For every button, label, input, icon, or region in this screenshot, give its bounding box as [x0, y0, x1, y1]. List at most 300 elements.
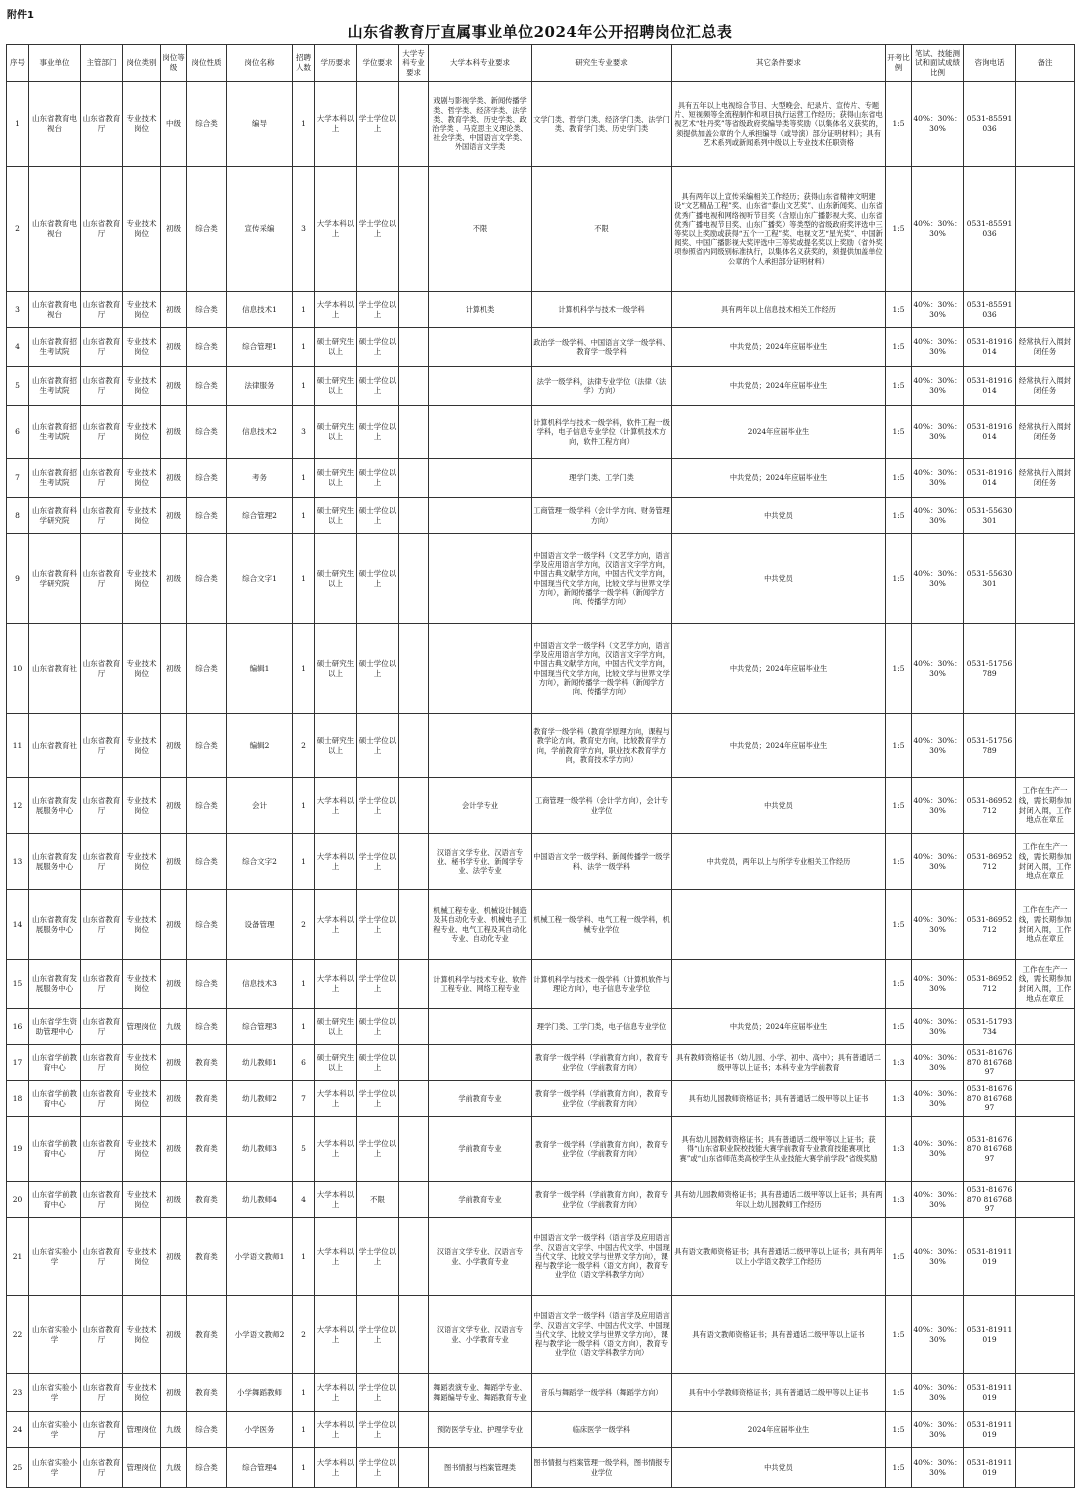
col-bachelor-major: 学前教育专业: [429, 1182, 532, 1218]
col-dept: 山东省教育厅: [81, 1448, 123, 1488]
col-index: 8: [7, 498, 29, 534]
col-post-category: 专业技术岗位: [123, 1296, 161, 1374]
col-unit: 山东省教育招生考试院: [29, 459, 81, 498]
col-degree: 学士学位以上: [357, 890, 399, 960]
col-post-level: 初级: [161, 834, 187, 890]
col-degree: 硕士学位以上: [357, 1009, 399, 1045]
col-post-name: 综合文字2: [227, 834, 293, 890]
attachment-label: 附件1: [7, 10, 34, 21]
col-bachelor-major: 图书情报与档案管理类: [429, 1448, 532, 1488]
col-junior-college-major: [399, 1081, 429, 1117]
col-degree: 硕士学位以上: [357, 328, 399, 367]
table-row: [7, 1296, 1075, 1374]
col-score-ratio: 40%：30%：30%: [912, 534, 964, 624]
col-exam-ratio: 1:5: [886, 778, 912, 834]
col-bachelor-major: [429, 624, 532, 714]
col-post-category: 专业技术岗位: [123, 834, 161, 890]
col-post-nature: 综合类: [187, 834, 227, 890]
col-exam-ratio: 1:5: [886, 1218, 912, 1296]
col-score-ratio: 40%：30%：30%: [912, 1296, 964, 1374]
col-post-category: 专业技术岗位: [123, 367, 161, 406]
col-score-ratio: 40%：30%：30%: [912, 406, 964, 459]
col-exam-ratio: 1:3: [886, 1081, 912, 1117]
col-other-conditions: 中共党员；2024年应届毕业生: [672, 1009, 886, 1045]
table-row: [7, 459, 1075, 498]
col-post-name: 综合管理3: [227, 1009, 293, 1045]
table-row: [7, 1081, 1075, 1117]
col-index: 23: [7, 1374, 29, 1412]
col-bachelor-major: [429, 1045, 532, 1081]
col-other-conditions: 具有中小学教师资格证书；具有普通话二级甲等以上证书: [672, 1374, 886, 1412]
col-education: 硕士研究生以上: [315, 498, 357, 534]
col-post-nature: 综合类: [187, 778, 227, 834]
col-index: 25: [7, 1448, 29, 1488]
col-headcount: 1: [293, 624, 315, 714]
col-other-conditions: [672, 960, 886, 1009]
col-dept: 山东省教育厅: [81, 328, 123, 367]
col-other-conditions: 中共党员: [672, 1448, 886, 1488]
col-remarks: 工作在生产一线，需长期参加封闭入闱，工作地点在章丘: [1016, 834, 1075, 890]
col-unit: 山东省实验小学: [29, 1218, 81, 1296]
header-exam-ratio: 开考比例: [886, 45, 912, 82]
col-post-nature: 综合类: [187, 292, 227, 328]
col-dept: 山东省教育厅: [81, 498, 123, 534]
col-junior-college-major: [399, 292, 429, 328]
col-dept: 山东省教育厅: [81, 890, 123, 960]
col-education: 硕士研究生以上: [315, 328, 357, 367]
col-post-name: 考务: [227, 459, 293, 498]
col-education: 大学本科以上: [315, 167, 357, 292]
col-degree: 硕士学位以上: [357, 1045, 399, 1081]
col-post-category: 管理岗位: [123, 1009, 161, 1045]
col-score-ratio: 40%：30%：30%: [912, 1218, 964, 1296]
col-phone: 0531-51756789: [964, 624, 1016, 714]
col-phone: 0531-85591036: [964, 167, 1016, 292]
col-remarks: 经常执行入闱封闭任务: [1016, 459, 1075, 498]
col-junior-college-major: [399, 167, 429, 292]
col-dept: 山东省教育厅: [81, 1045, 123, 1081]
header-post-name: 岗位名称: [227, 45, 293, 82]
col-bachelor-major: [429, 714, 532, 778]
col-dept: 山东省教育厅: [81, 82, 123, 167]
col-junior-college-major: [399, 1117, 429, 1182]
table-row: [7, 498, 1075, 534]
col-degree: 学士学位以上: [357, 1412, 399, 1448]
col-post-category: 专业技术岗位: [123, 714, 161, 778]
col-post-level: 初级: [161, 292, 187, 328]
col-post-level: 初级: [161, 328, 187, 367]
col-remarks: [1016, 1182, 1075, 1218]
col-dept: 山东省教育厅: [81, 1117, 123, 1182]
col-degree: 硕士学位以上: [357, 534, 399, 624]
table-row: [7, 292, 1075, 328]
col-index: 11: [7, 714, 29, 778]
col-score-ratio: 40%：30%：30%: [912, 328, 964, 367]
col-dept: 山东省教育厅: [81, 714, 123, 778]
col-index: 3: [7, 292, 29, 328]
col-headcount: 7: [293, 1081, 315, 1117]
col-graduate-major: 中国语言文学一级学科（文艺学方向，语言学及应用语言学方向，汉语言文字学方向，中国古典文献学方向，中国古代文学方向，中国现当代文学方向，比较文学与世界文学方向），新闻传播学一级学科（新闻学方向、传播学方向）: [532, 534, 672, 624]
col-degree: 学士学位以上: [357, 1448, 399, 1488]
table-row: [7, 1374, 1075, 1412]
col-remarks: 工作在生产一线，需长期参加封闭入闱，工作地点在章丘: [1016, 778, 1075, 834]
col-unit: 山东省实验小学: [29, 1296, 81, 1374]
table-row: [7, 406, 1075, 459]
col-remarks: 经常执行入闱封闭任务: [1016, 406, 1075, 459]
col-post-level: 初级: [161, 1182, 187, 1218]
col-exam-ratio: 1:5: [886, 367, 912, 406]
col-index: 14: [7, 890, 29, 960]
col-post-category: 专业技术岗位: [123, 890, 161, 960]
col-unit: 山东省实验小学: [29, 1374, 81, 1412]
col-unit: 山东省实验小学: [29, 1448, 81, 1488]
col-graduate-major: 理学门类、工学门类，电子信息专业学位: [532, 1009, 672, 1045]
col-bachelor-major: 预防医学专业、护理学专业: [429, 1412, 532, 1448]
table-row: [7, 1448, 1075, 1488]
col-graduate-major: 教育学一级学科（学前教育方向），教育专业学位（学前教育方向）: [532, 1045, 672, 1081]
col-exam-ratio: 1:5: [886, 1009, 912, 1045]
col-post-category: 专业技术岗位: [123, 292, 161, 328]
col-headcount: 1: [293, 328, 315, 367]
col-headcount: 3: [293, 406, 315, 459]
col-post-level: 初级: [161, 1374, 187, 1412]
col-post-nature: 综合类: [187, 498, 227, 534]
col-score-ratio: 40%：30%：30%: [912, 167, 964, 292]
col-other-conditions: 具有两年以上信息技术相关工作经历: [672, 292, 886, 328]
col-degree: 硕士学位以上: [357, 498, 399, 534]
col-post-nature: 综合类: [187, 890, 227, 960]
col-education: 大学本科以上: [315, 1117, 357, 1182]
col-degree: 学士学位以上: [357, 778, 399, 834]
col-post-level: 初级: [161, 534, 187, 624]
col-dept: 山东省教育厅: [81, 834, 123, 890]
col-headcount: 1: [293, 778, 315, 834]
col-exam-ratio: 1:5: [886, 714, 912, 778]
col-post-category: 专业技术岗位: [123, 82, 161, 167]
col-score-ratio: 40%：30%：30%: [912, 1448, 964, 1488]
col-education: 大学本科以上: [315, 778, 357, 834]
col-post-nature: 综合类: [187, 328, 227, 367]
header-score-ratio: 笔试、技能测试和面试成绩比例: [912, 45, 964, 82]
col-score-ratio: 40%：30%：30%: [912, 834, 964, 890]
col-index: 18: [7, 1081, 29, 1117]
col-graduate-major: 中国语言文学一级学科（语言学及应用语言学、汉语言文字学、中国古代文学、中国现当代文学、比较文学与世界文学方向），课程与教学论一级学科（语文方向），教育专业学位（语文学科教学方向）: [532, 1296, 672, 1374]
col-education: 大学本科以上: [315, 1448, 357, 1488]
col-dept: 山东省教育厅: [81, 960, 123, 1009]
header-remarks: 备注: [1016, 45, 1075, 82]
col-bachelor-major: 戏剧与影视学类、新闻传播学类、哲学类、经济学类、法学类、教育学类、历史学类、政治学类 、马克思主义理论类、社会学类、中国语言文学类、外国语言文学类: [429, 82, 532, 167]
col-unit: 山东省学前教育中心: [29, 1117, 81, 1182]
col-post-nature: 教育类: [187, 1182, 227, 1218]
col-junior-college-major: [399, 714, 429, 778]
table-row: [7, 534, 1075, 624]
col-education: 硕士研究生以上: [315, 406, 357, 459]
col-headcount: 1: [293, 1374, 315, 1412]
col-exam-ratio: 1:3: [886, 1117, 912, 1182]
col-post-name: 信息技术3: [227, 960, 293, 1009]
col-bachelor-major: 不限: [429, 167, 532, 292]
col-junior-college-major: [399, 1218, 429, 1296]
header-phone: 咨询电话: [964, 45, 1016, 82]
col-score-ratio: 40%：30%：30%: [912, 960, 964, 1009]
col-post-category: 专业技术岗位: [123, 1117, 161, 1182]
col-index: 2: [7, 167, 29, 292]
col-bachelor-major: [429, 534, 532, 624]
col-bachelor-major: 会计学专业: [429, 778, 532, 834]
col-unit: 山东省教育招生考试院: [29, 406, 81, 459]
col-post-level: 初级: [161, 1117, 187, 1182]
col-remarks: [1016, 624, 1075, 714]
col-education: 硕士研究生以上: [315, 1045, 357, 1081]
col-phone: 0531-81911019: [964, 1374, 1016, 1412]
col-post-name: 小学医务: [227, 1412, 293, 1448]
col-unit: 山东省实验小学: [29, 1412, 81, 1448]
col-phone: 0531-81676870 81676897: [964, 1117, 1016, 1182]
col-other-conditions: 中共党员；2024年应届毕业生: [672, 624, 886, 714]
col-other-conditions: 具有语文教师资格证书；具有普通话二级甲等以上证书: [672, 1296, 886, 1374]
col-junior-college-major: [399, 1182, 429, 1218]
col-index: 10: [7, 624, 29, 714]
col-post-nature: 综合类: [187, 167, 227, 292]
recruitment-table: [6, 44, 1075, 1488]
col-score-ratio: 40%：30%：30%: [912, 1081, 964, 1117]
col-headcount: 1: [293, 1218, 315, 1296]
col-dept: 山东省教育厅: [81, 367, 123, 406]
col-score-ratio: 40%：30%：30%: [912, 1009, 964, 1045]
col-post-name: 编辑1: [227, 624, 293, 714]
col-post-name: 小学舞蹈教师: [227, 1374, 293, 1412]
col-unit: 山东省教育科学研究院: [29, 498, 81, 534]
col-index: 9: [7, 534, 29, 624]
col-post-nature: 综合类: [187, 960, 227, 1009]
col-score-ratio: 40%：30%：30%: [912, 1412, 964, 1448]
col-junior-college-major: [399, 498, 429, 534]
col-exam-ratio: 1:5: [886, 890, 912, 960]
col-post-name: 信息技术2: [227, 406, 293, 459]
col-headcount: 3: [293, 167, 315, 292]
col-dept: 山东省教育厅: [81, 1374, 123, 1412]
col-post-name: 综合管理1: [227, 328, 293, 367]
col-phone: 0531-51793734: [964, 1009, 1016, 1045]
col-graduate-major: 政治学一级学科、中国语言文学一级学科、教育学一级学科: [532, 328, 672, 367]
col-post-name: 幼儿教师3: [227, 1117, 293, 1182]
col-remarks: 工作在生产一线，需长期参加封闭入闱，工作地点在章丘: [1016, 960, 1075, 1009]
col-graduate-major: 中国语言文学一级学科（语言学及应用语言学、汉语言文字学、中国古代文学、中国现当代文学、比较文学与世界文学方向），课程与教学论一级学科（语文方向），教育专业学位（语文学科教学方向）: [532, 1218, 672, 1296]
col-unit: 山东省学前教育中心: [29, 1182, 81, 1218]
col-index: 21: [7, 1218, 29, 1296]
col-exam-ratio: 1:5: [886, 1448, 912, 1488]
col-bachelor-major: [429, 406, 532, 459]
col-other-conditions: 中共党员；2024年应届毕业生: [672, 328, 886, 367]
header-junior-college-major: 大学专科专业要求: [399, 45, 429, 82]
table-row: [7, 1045, 1075, 1081]
table-title: 山东省教育厅直属事业单位2024年公开招聘岗位汇总表: [347, 23, 733, 41]
col-remarks: [1016, 1081, 1075, 1117]
header-row: [7, 45, 1075, 82]
header-headcount: 招聘人数: [293, 45, 315, 82]
col-unit: 山东省教育发展服务中心: [29, 890, 81, 960]
col-post-name: 编导: [227, 82, 293, 167]
col-index: 7: [7, 459, 29, 498]
col-education: 大学本科以上: [315, 1081, 357, 1117]
col-dept: 山东省教育厅: [81, 1081, 123, 1117]
col-bachelor-major: [429, 328, 532, 367]
col-phone: 0531-81916014: [964, 328, 1016, 367]
col-post-level: 初级: [161, 167, 187, 292]
col-post-level: 初级: [161, 1218, 187, 1296]
col-index: 5: [7, 367, 29, 406]
col-exam-ratio: 1:5: [886, 406, 912, 459]
col-junior-college-major: [399, 328, 429, 367]
col-dept: 山东省教育厅: [81, 167, 123, 292]
col-remarks: [1016, 82, 1075, 167]
col-post-category: 专业技术岗位: [123, 167, 161, 292]
col-headcount: 1: [293, 1009, 315, 1045]
col-degree: 学士学位以上: [357, 960, 399, 1009]
col-headcount: 2: [293, 1296, 315, 1374]
col-index: 15: [7, 960, 29, 1009]
col-other-conditions: 具有教师资格证书（幼儿园、小学、初中、高中）；具有普通话二级甲等以上证书；本科专业为学前教育: [672, 1045, 886, 1081]
col-junior-college-major: [399, 82, 429, 167]
table-row: [7, 1218, 1075, 1296]
col-graduate-major: 中国语言文学一级学科（文艺学方向，语言学及应用语言学方向，汉语言文字学方向，中国古典文献学方向，中国古代文学方向，中国现当代文学方向，比较文学与世界文学方向），新闻传播学一级学科（新闻学方向、传播学方向）: [532, 624, 672, 714]
col-post-name: 综合管理4: [227, 1448, 293, 1488]
col-other-conditions: 具有幼儿园教师资格证书；具有普通话二级甲等以上证书；具有两年以上幼儿园教师工作经历: [672, 1182, 886, 1218]
col-education: 硕士研究生以上: [315, 1009, 357, 1045]
header-education: 学历要求: [315, 45, 357, 82]
col-unit: 山东省教育电视台: [29, 82, 81, 167]
col-index: 16: [7, 1009, 29, 1045]
col-other-conditions: 2024年应届毕业生: [672, 1412, 886, 1448]
col-graduate-major: 教育学一级学科（教育学原理方向，课程与教学论方向，教育史方向，比较教育学方向，学前教育学方向，职业技术教育学方向，教育技术学方向）: [532, 714, 672, 778]
col-remarks: [1016, 1296, 1075, 1374]
col-exam-ratio: 1:3: [886, 1182, 912, 1218]
col-junior-college-major: [399, 1045, 429, 1081]
col-junior-college-major: [399, 406, 429, 459]
col-remarks: [1016, 1117, 1075, 1182]
col-post-level: 九级: [161, 1448, 187, 1488]
col-unit: 山东省教育招生考试院: [29, 367, 81, 406]
table-row: [7, 714, 1075, 778]
col-dept: 山东省教育厅: [81, 1218, 123, 1296]
col-post-nature: 综合类: [187, 714, 227, 778]
col-education: 硕士研究生以上: [315, 459, 357, 498]
col-junior-college-major: [399, 890, 429, 960]
col-exam-ratio: 1:5: [886, 498, 912, 534]
col-education: 大学本科以上: [315, 1412, 357, 1448]
col-post-nature: 综合类: [187, 624, 227, 714]
table-row: [7, 890, 1075, 960]
col-graduate-major: 工商管理一级学科（会计学方向、财务管理方向）: [532, 498, 672, 534]
col-post-level: 初级: [161, 1081, 187, 1117]
col-post-nature: 教育类: [187, 1296, 227, 1374]
col-remarks: [1016, 498, 1075, 534]
col-remarks: [1016, 1448, 1075, 1488]
col-post-category: 专业技术岗位: [123, 1182, 161, 1218]
col-bachelor-major: 学前教育专业: [429, 1117, 532, 1182]
col-index: 13: [7, 834, 29, 890]
col-remarks: [1016, 167, 1075, 292]
col-bachelor-major: [429, 1009, 532, 1045]
table-row: [7, 960, 1075, 1009]
header-post-category: 岗位类别: [123, 45, 161, 82]
col-remarks: [1016, 292, 1075, 328]
col-junior-college-major: [399, 1296, 429, 1374]
col-index: 4: [7, 328, 29, 367]
col-headcount: 5: [293, 1117, 315, 1182]
table-row: [7, 778, 1075, 834]
col-post-category: 专业技术岗位: [123, 624, 161, 714]
col-headcount: 1: [293, 960, 315, 1009]
col-graduate-major: 图书情报与档案管理一级学科，图书情报专业学位: [532, 1448, 672, 1488]
col-other-conditions: 中共党员: [672, 534, 886, 624]
col-other-conditions: 具有五年以上电视综合节目、大型晚会、纪录片、宣传片、专题片、短视频等全流程制作和项目执行运营工作经历；获得山东省电视艺术“牡丹奖”等省级政府奖编导类等奖励（以集体名义获奖的，须提供加盖公章的个人承担编导（或导演）部分证明材料）；具有艺术系列或新闻系列中级以上专业技术任职资格: [672, 82, 886, 167]
col-phone: 0531-86952712: [964, 778, 1016, 834]
col-post-level: 九级: [161, 1412, 187, 1448]
col-post-nature: 综合类: [187, 82, 227, 167]
col-post-category: 专业技术岗位: [123, 1081, 161, 1117]
col-post-category: 管理岗位: [123, 1412, 161, 1448]
col-junior-college-major: [399, 1412, 429, 1448]
col-headcount: 1: [293, 82, 315, 167]
col-phone: 0531-81676870 81676897: [964, 1081, 1016, 1117]
col-headcount: 2: [293, 714, 315, 778]
header-other-conditions: 其它条件要求: [672, 45, 886, 82]
col-post-name: 小学语文教师2: [227, 1296, 293, 1374]
col-post-name: 信息技术1: [227, 292, 293, 328]
col-degree: 学士学位以上: [357, 1081, 399, 1117]
table-body: [7, 82, 1075, 1488]
col-post-category: 专业技术岗位: [123, 534, 161, 624]
col-degree: 学士学位以上: [357, 1374, 399, 1412]
col-post-nature: 教育类: [187, 1374, 227, 1412]
col-phone: 0531-81911019: [964, 1218, 1016, 1296]
col-score-ratio: 40%：30%：30%: [912, 1182, 964, 1218]
header-post-level: 岗位等级: [161, 45, 187, 82]
col-degree: 学士学位以上: [357, 834, 399, 890]
col-post-name: 设备管理: [227, 890, 293, 960]
col-index: 17: [7, 1045, 29, 1081]
col-post-category: 专业技术岗位: [123, 459, 161, 498]
col-graduate-major: 教育学一级学科（学前教育方向），教育专业学位（学前教育方向）: [532, 1081, 672, 1117]
col-graduate-major: 机械工程一级学科、电气工程一级学科，机械专业学位: [532, 890, 672, 960]
col-score-ratio: 40%：30%：30%: [912, 778, 964, 834]
table-row: [7, 328, 1075, 367]
col-post-category: 专业技术岗位: [123, 406, 161, 459]
col-other-conditions: 中共党员: [672, 778, 886, 834]
col-other-conditions: 中共党员: [672, 498, 886, 534]
col-education: 大学本科以上: [315, 890, 357, 960]
col-exam-ratio: 1:5: [886, 1412, 912, 1448]
col-score-ratio: 40%：30%：30%: [912, 1374, 964, 1412]
col-exam-ratio: 1:5: [886, 328, 912, 367]
col-dept: 山东省教育厅: [81, 624, 123, 714]
col-phone: 0531-55630301: [964, 534, 1016, 624]
col-remarks: [1016, 534, 1075, 624]
col-degree: 硕士学位以上: [357, 714, 399, 778]
table-row: [7, 167, 1075, 292]
col-post-nature: 教育类: [187, 1045, 227, 1081]
col-unit: 山东省教育招生考试院: [29, 328, 81, 367]
col-post-level: 初级: [161, 714, 187, 778]
col-headcount: 1: [293, 292, 315, 328]
col-education: 大学本科以上: [315, 834, 357, 890]
header-dept: 主管部门: [81, 45, 123, 82]
col-bachelor-major: 汉语言文学专业、汉语言专业、小学教育专业: [429, 1296, 532, 1374]
col-bachelor-major: [429, 498, 532, 534]
col-phone: 0531-81676870 81676897: [964, 1182, 1016, 1218]
col-dept: 山东省教育厅: [81, 1412, 123, 1448]
